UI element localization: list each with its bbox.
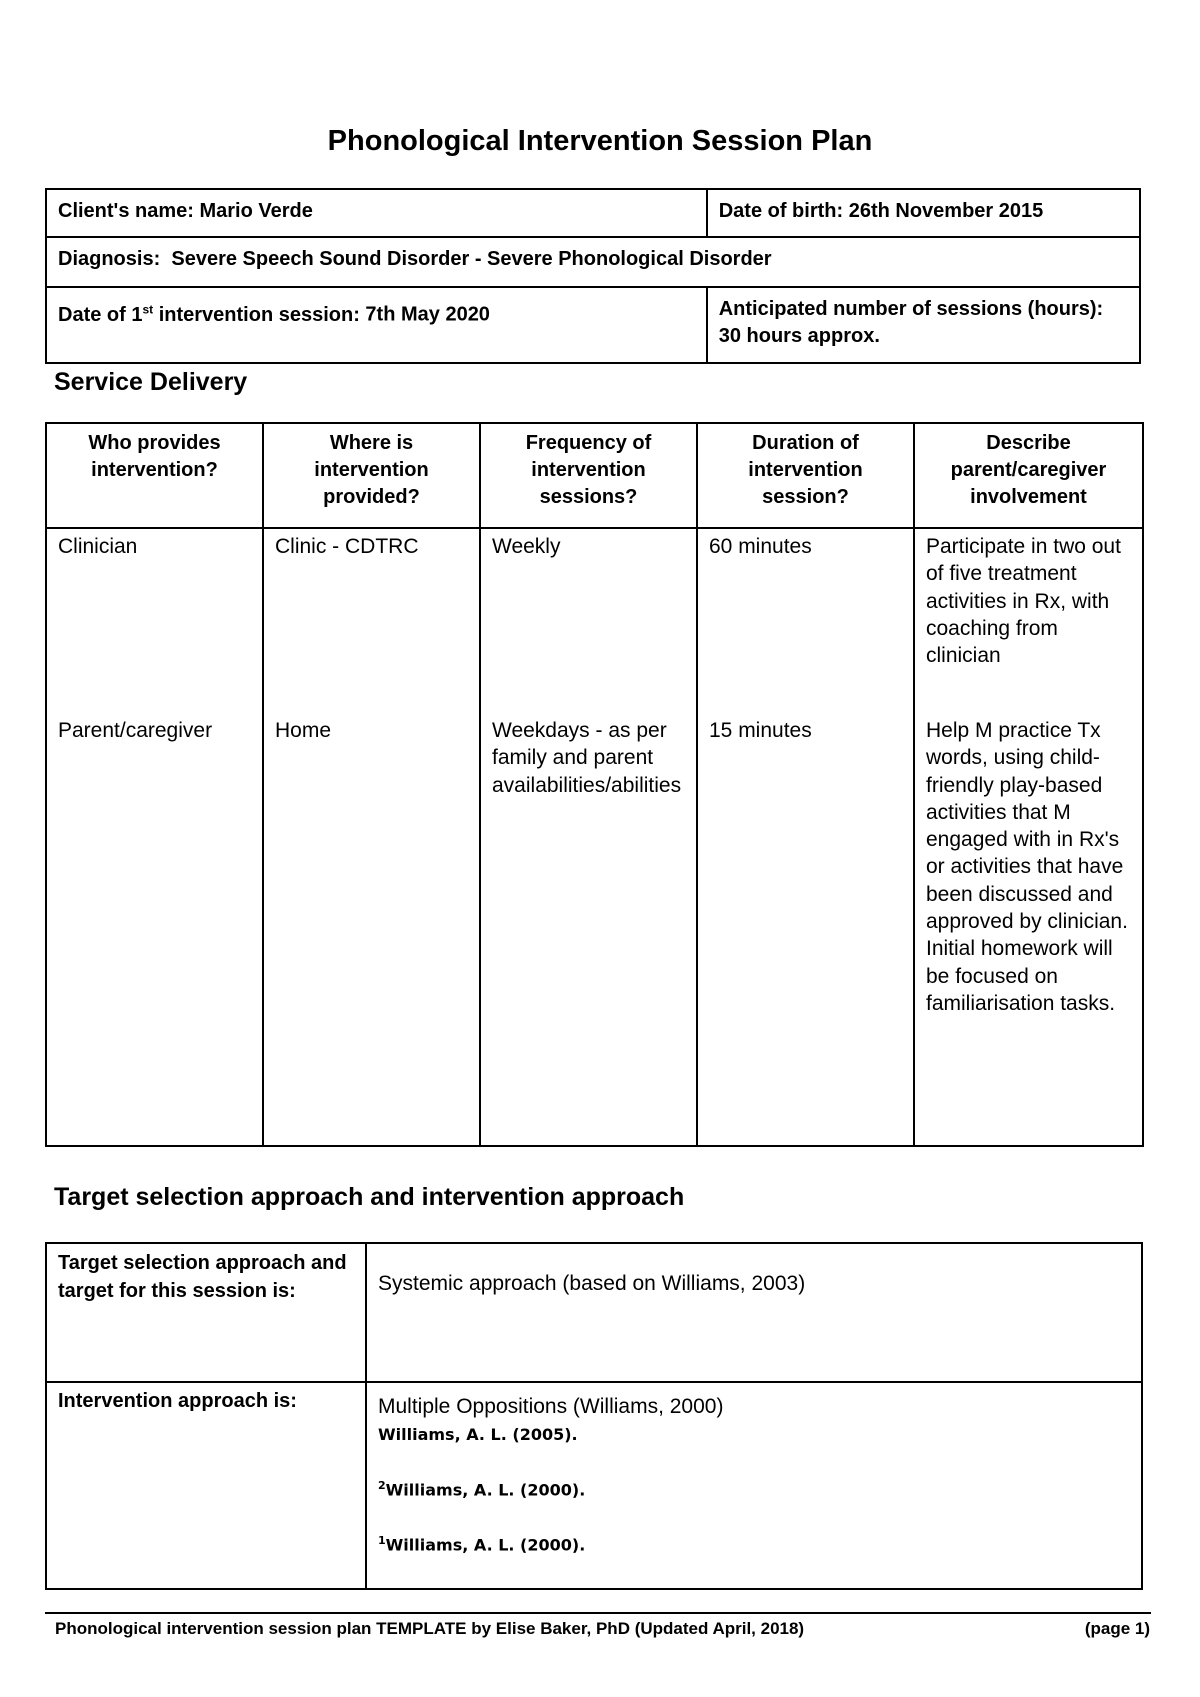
cell-who: Clinician: [46, 528, 263, 713]
approach-heading: Target selection approach and intervention approach: [54, 1183, 685, 1211]
cell-frequency: Weekdays - as per family and parent availabilities/abilities: [480, 713, 697, 1146]
column-header-involvement: Describe parent/caregiver involvement: [914, 423, 1143, 528]
date-of-birth-cell: [707, 189, 1140, 237]
column-header-where: Where is intervention provided?: [263, 423, 480, 528]
dob-value: 26th November 2015: [848, 200, 1044, 222]
footer-page-number: (page 1): [1084, 1619, 1150, 1638]
anticipated-label: Anticipated number of sessions (hours):: [718, 298, 1104, 320]
diagnosis-label: Diagnosis:: [58, 248, 161, 270]
diagnosis-cell: [46, 237, 1140, 287]
footer-divider: [45, 1612, 1151, 1614]
column-header-frequency: Frequency of intervention sessions?: [480, 423, 697, 528]
cell-who: Parent/caregiver: [46, 713, 263, 1146]
column-header-who: Who provides intervention?: [46, 423, 263, 528]
cell-where: Clinic - CDTRC: [263, 528, 480, 713]
client-name-value: Mario Verde: [199, 200, 313, 222]
first-session-cell: [46, 287, 707, 363]
service-delivery-heading: Service Delivery: [54, 368, 248, 396]
cell-duration: 15 minutes: [697, 713, 914, 1146]
cell-where: Home: [263, 713, 480, 1146]
anticipated-sessions-cell: [707, 287, 1140, 363]
target-selection-value: Systemic approach (based on Williams, 2003): [366, 1243, 1142, 1382]
anticipated-value: 30 hours approx.: [718, 325, 880, 347]
client-name-cell: [46, 189, 707, 237]
approach-table: [45, 1242, 1143, 1590]
cell-involvement: Help M practice Tx words, using child-friendly play-based activities that M engaged with in Rx's or activities that have been discussed and approved by clinician. Initial homework will be focused on familiarisation tasks.: [914, 713, 1143, 1146]
cell-frequency: Weekly: [480, 528, 697, 713]
first-session-label: Date of 1st intervention session:: [58, 302, 360, 326]
footer-template-credit: Phonological intervention session plan TEMPLATE by Elise Baker, PhD (Updated April, 2018): [55, 1619, 805, 1638]
column-header-duration: Duration of intervention session?: [697, 423, 914, 528]
diagnosis-value: Severe Speech Sound Disorder - Severe Phonological Disorder: [171, 248, 772, 270]
reference-3: $^1$Williams, A. L. (2000).: [378, 1534, 586, 1555]
page-title: Phonological Intervention Session Plan: [327, 125, 873, 157]
client-info-table: [45, 188, 1141, 364]
reference-1: Williams, A. L. (2005).: [378, 1425, 578, 1444]
reference-2: $^2$Williams, A. L. (2000).: [378, 1479, 586, 1500]
cell-involvement: Participate in two out of five treatment activities in Rx, with coaching from clinician: [914, 528, 1143, 713]
table-row: [46, 713, 1143, 1146]
service-delivery-table: [45, 422, 1144, 1147]
intervention-approach-label: Intervention approach is:: [46, 1382, 366, 1589]
client-name-label: Client's name:: [58, 200, 194, 222]
intervention-approach-value: Multiple Oppositions (Williams, 2000): [378, 1395, 724, 1418]
first-session-value: 7th May 2020: [365, 303, 490, 326]
dob-label: Date of birth:: [718, 200, 844, 222]
intervention-approach-cell: [366, 1382, 1142, 1589]
table-row: [46, 528, 1143, 713]
cell-duration: 60 minutes: [697, 528, 914, 713]
target-selection-label: Target selection approach and target for this session is:: [46, 1243, 366, 1382]
